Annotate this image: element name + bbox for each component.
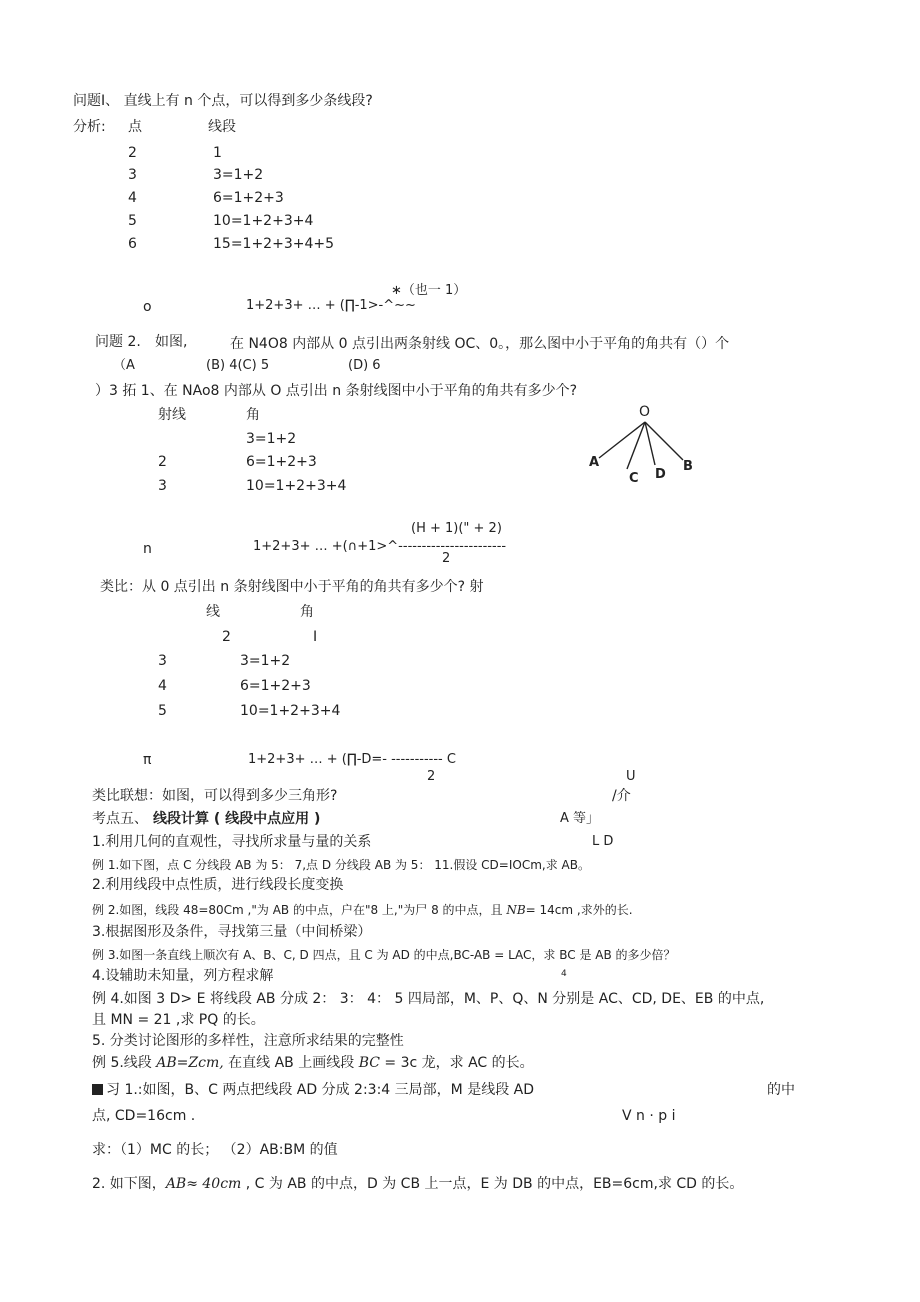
analog-col-rays: 线 <box>206 604 220 620</box>
analog-row-ray: 2 <box>222 629 231 645</box>
q2-formula: 1+2+3+ … +(∩+1>^----------------------- <box>253 539 507 554</box>
analog-row-angle: I <box>313 629 318 645</box>
q1-analysis-label: 分析: <box>73 119 106 135</box>
analog-row-angle: 3=1+2 <box>240 653 291 669</box>
ray-ob <box>645 422 683 460</box>
q1-row-point: 3 <box>128 167 137 183</box>
method-2: 2.利用线段中点性质，进行线段长度变换 <box>92 877 344 893</box>
k5-stray-2: L D <box>592 834 614 849</box>
exercise-2: 2. 如下图，AB≈ 40cm , C 为 AB 的中点，D 为 CB 上一点，E 为 DB 的中点，EB=6cm,求 CD 的长。 <box>92 1176 744 1192</box>
k5-stray-1: A 等」 <box>560 811 600 826</box>
exercise-1-line-2: 点, CD=16cm . <box>92 1108 196 1124</box>
q1-row-seg: 10=1+2+3+4 <box>213 213 314 229</box>
q1-formula: 1+2+3+ … + (∏-1>-^~~ <box>246 298 416 313</box>
example-5: 例 5.线段 AB=Zcm, 在直线 AB 上画线段 BC = 3c 龙，求 AC 的长。 <box>92 1055 534 1071</box>
q1-title: 问题Ⅰ、 直线上有 n 个点，可以得到多少条线段? <box>73 93 373 109</box>
example-4-line-2: 且 MN = 21 ,求 PQ 的长。 <box>92 1012 265 1028</box>
analog-row-ray: 5 <box>158 703 167 719</box>
exercise-stray: V n · p i <box>622 1108 676 1124</box>
analog-formula-n: π <box>143 752 152 768</box>
ray-od <box>645 422 655 465</box>
q1-formula-n: o <box>143 299 152 315</box>
exercise-1-tail: 的中 <box>767 1082 795 1098</box>
q2-row-angle: 3=1+2 <box>246 431 297 447</box>
q1-row-point: 4 <box>128 190 137 206</box>
analog-title: 类比：从 0 点引出 n 条射线图中小于平角的角共有多少个? 射 <box>100 579 484 595</box>
q2-option-a: （A <box>113 358 135 373</box>
q1-row-seg: 3=1+2 <box>213 167 264 183</box>
label-d: D <box>655 467 666 482</box>
q1-col-segments: 线段 <box>208 119 236 135</box>
exercise-1-head: 习 1.:如图，B、C 两点把线段 AD 分成 2:3:4 三局部，M 是线段 AD <box>92 1081 534 1099</box>
assoc-stray: /介 <box>612 788 631 804</box>
q1-col-points: 点 <box>128 119 142 135</box>
q2-row-angle: 6=1+2+3 <box>246 454 317 470</box>
example-1: 例 1.如下图，点 C 分线段 AB 为 5： 7,点 D 分线段 AB 为 5： 11.假设 CD=IOCm,求 AB。 <box>92 858 590 872</box>
q2-col-angles: 角 <box>246 407 260 423</box>
analog-row-angle: 10=1+2+3+4 <box>240 703 341 719</box>
assoc-text: 类比联想：如图，可以得到多少三角形? <box>92 788 338 804</box>
q1-row-seg: 6=1+2+3 <box>213 190 284 206</box>
q2-col-rays: 射线 <box>158 407 186 423</box>
q2-extension: ）3 拓 1、在 NAo8 内部从 O 点引出 n 条射线图中小于平角的角共有多少个? <box>95 383 578 399</box>
k5-stray-3: 4 <box>561 969 567 979</box>
rays-figure <box>585 398 700 490</box>
q2-label: 问题 2. <box>95 334 141 350</box>
q1-row-seg: 15=1+2+3+4+5 <box>213 236 335 252</box>
k5-title: 线段计算 ( 线段中点应用 ) <box>153 811 321 827</box>
q2-row-ray: 3 <box>158 478 167 494</box>
example-3: 例 3.如图一条直线上顺次有 A、B、C, D 四点，且 C 为 AD 的中点,BC-AB = LAC，求 BC 是 AB 的多少倍？ <box>92 948 676 962</box>
analog-stray-u: U <box>626 769 636 784</box>
q2-row-angle: 10=1+2+3+4 <box>246 478 347 494</box>
q2-frac-bottom: 2 <box>442 551 451 566</box>
method-5: 5. 分类讨论图形的多样性，注意所求结果的完整性 <box>92 1033 404 1049</box>
analog-col-angles: 角 <box>300 604 314 620</box>
q1-row-point: 5 <box>128 213 137 229</box>
method-1: 1.利用几何的直观性，寻找所求量与量的关系 <box>92 834 372 850</box>
label-a: A <box>589 455 600 470</box>
analog-row-ray: 3 <box>158 653 167 669</box>
q2-row-ray: 2 <box>158 454 167 470</box>
method-4: 4.设辅助未知量，列方程求解 <box>92 968 274 984</box>
q1-row-seg: 1 <box>213 145 222 161</box>
analog-formula: 1+2+3+ … + (∏-D=- ----------- C <box>248 752 456 767</box>
example-2: 例 2.如图，线段 48=80Cm ,"为 AB 的中点，户在"8 上,"为尸 8 的中点，且 NB= 14cm ,求外的长. <box>92 903 633 917</box>
example-4-line-1: 例 4.如图 3 D> E 将线段 AB 分成 2： 3： 4： 5 四局部，M、P、Q、N 分别是 AC、CD, DE、EB 的中点, <box>92 991 765 1007</box>
analog-frac-bottom: 2 <box>427 769 436 784</box>
label-b: B <box>683 459 693 474</box>
q2-option-bc: (B) 4(C) 5 <box>206 358 270 373</box>
q2-formula-n: n <box>143 541 152 557</box>
label-o: O <box>639 404 651 420</box>
q2-text-2: 在 N4O8 内部从 0 点引出两条射线 OC、0。，那么图中小于平角的角共有（）个 <box>230 336 730 352</box>
k5-label: 考点五、 <box>92 811 148 827</box>
q1-row-point: 6 <box>128 236 137 252</box>
analog-row-ray: 4 <box>158 678 167 694</box>
q2-option-d: (D) 6 <box>348 358 381 373</box>
label-c: C <box>629 471 639 486</box>
analog-row-angle: 6=1+2+3 <box>240 678 311 694</box>
q1-formula-top: ∗（也一 1） <box>391 283 467 298</box>
method-3: 3.根据图形及条件，寻找第三量（中间桥梁） <box>92 924 372 940</box>
q2-text-1: 如图, <box>155 334 188 350</box>
bullet-square-icon <box>92 1084 103 1095</box>
q2-frac-top: (H + 1)(" + 2) <box>411 521 502 536</box>
exercise-1-ask: 求：（1）MC 的长； （2）AB:BM 的值 <box>92 1142 338 1158</box>
q1-row-point: 2 <box>128 145 137 161</box>
